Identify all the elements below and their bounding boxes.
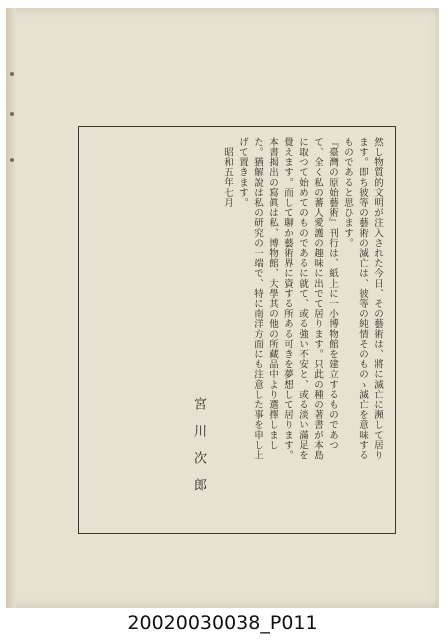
paragraph-3: 本書揭出の寫眞は私、博物館、大學其の他の所藏品中より選擇しました。猶解說は私の研究の一端で、特に南洋方面にも注意した事を申し上げて置きます。 — [237, 137, 278, 461]
page-binding — [6, 8, 16, 608]
paragraph-1: 然し物質的文明が注入された今日、その藝術は、將に滅亡に瀕して居ります。即ち彼等の藝術の滅亡は、彼等の純情そのものゝ滅亡を意味するものであると思ひます。 — [342, 137, 383, 461]
paragraph-2: 『臺灣の原始藝術』刊行は、紙上に一小博物館を建立するものであつて、全く私の蕃人愛護の趣味に出でて居ります。只此の種の著書が本島に取つて始めてのものであるに就て、或る強い不安と、或る淡い滿足を覺えます。而して聊か藝術界に資する所ある可きを夢想して居ります。 — [282, 137, 338, 461]
date-line: 昭和五年七月 — [222, 146, 233, 208]
image-caption: 20020030038_P011 — [127, 612, 318, 634]
body-text — [220, 137, 385, 467]
author-signature: 宮川次郎 — [191, 397, 206, 505]
text-frame — [78, 126, 396, 534]
binding-hole — [10, 158, 14, 162]
binding-hole — [10, 72, 14, 76]
binding-hole — [10, 112, 14, 116]
document-page — [6, 8, 439, 608]
